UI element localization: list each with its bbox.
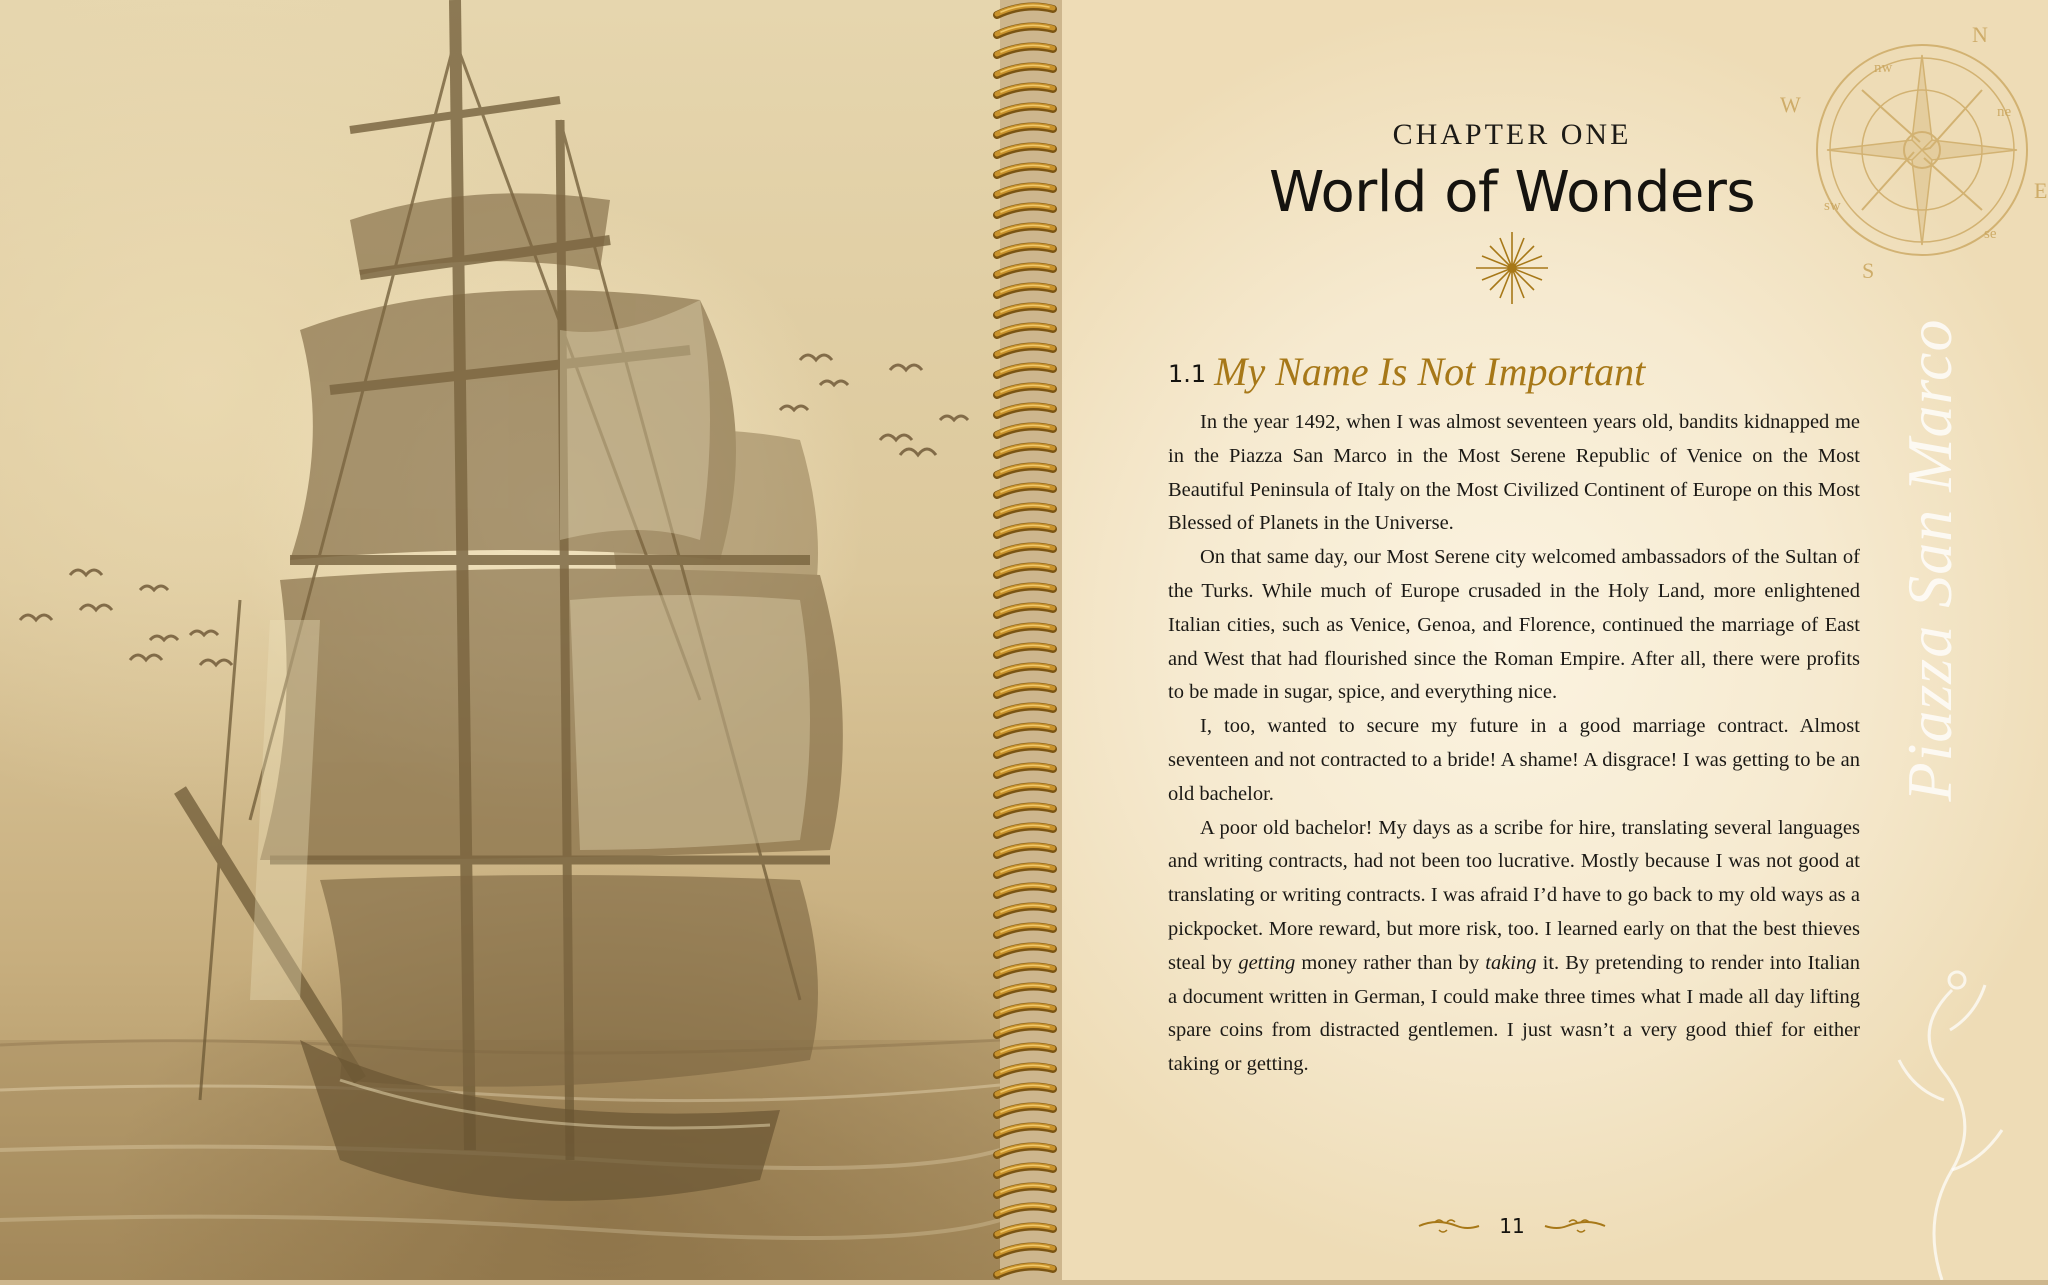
left-page — [0, 0, 1000, 1280]
page-footer — [1062, 1212, 1962, 1238]
paragraph-4 — [1168, 812, 1860, 1082]
paragraph-3: I, too, wanted to secure my future in a good marriage contract. Almost seventeen and not contracted to a bride! A shame! A disgrace! I was getting to be an old bachelor. — [1168, 715, 1860, 805]
chapter-title: World of Wonders — [1268, 160, 1756, 225]
starburst-ornament-icon — [1472, 228, 1552, 308]
right-page — [1062, 0, 2048, 1280]
paragraph-4-part-1: A poor old bachelor! My days as a scribe for hire, translating several languages and writing contracts, had not been too lucrative. Mostly because I was not good at translating or writing contracts. I was afraid I’d have to go back to my old ways as a pickpocket. More reward, but more risk, too. I learned early on that the best thieves steal by — [1168, 816, 1860, 974]
compass-nw: nw — [1874, 60, 1893, 76]
compass-ne: ne — [1997, 104, 2012, 120]
compass-s: S — [1862, 258, 1875, 283]
paragraph-2: On that same day, our Most Serene city welcomed ambassadors of the Sultan of the Turks. While much of Europe crusaded in the Holy Land, more enlightened Italian cities, such as Venice, Genoa, and Florence, continued the marriage of East and West that had flourished since the Roman Empire. After all, there were profits to be made in sugar, spice, and everything nice. — [1168, 546, 1860, 704]
compass-sw: sw — [1824, 198, 1841, 214]
body-text — [1168, 406, 1860, 1082]
emphasis-taking: taking — [1485, 951, 1537, 974]
compass-se: se — [1984, 226, 1997, 242]
side-title: Piazza San Marco — [1894, 318, 1965, 802]
section-heading — [1168, 348, 1645, 395]
sailing-ship-illustration — [0, 0, 1000, 1280]
footer-left-flourish-icon — [1417, 1216, 1481, 1236]
compass-w: W — [1780, 92, 1801, 117]
footer-right-flourish-icon — [1543, 1216, 1607, 1236]
compass-e: E — [2034, 178, 2048, 203]
emphasis-getting: getting — [1238, 951, 1296, 974]
chapter-label: CHAPTER ONE — [1392, 118, 1632, 151]
section-title: My Name Is Not Important — [1214, 349, 1646, 394]
paragraph-4-part-2: money rather than by — [1295, 951, 1486, 974]
paragraph-1: In the year 1492, when I was almost seventeen years old, bandits kidnapped me in the Piazza San Marco in the Most Serene Republic of Venice on the Most Beautiful Peninsula of Italy on the Most Civilized Continent of Europe on this Most Blessed of Planets in the Universe. — [1168, 411, 1860, 535]
page-number: 11 — [1499, 1213, 1525, 1238]
section-number: 1.1 — [1168, 360, 1207, 388]
paragraph-4-part-3: it. By pretending to render into Italian a document written in German, I could make three times what I made all day lifting spare coins from distracted gentlemen. I just wasn’t a very good thief for either taking or getting. — [1168, 951, 1860, 1076]
compass-n: N — [1972, 22, 1988, 47]
spiral-binding — [985, 0, 1065, 1280]
